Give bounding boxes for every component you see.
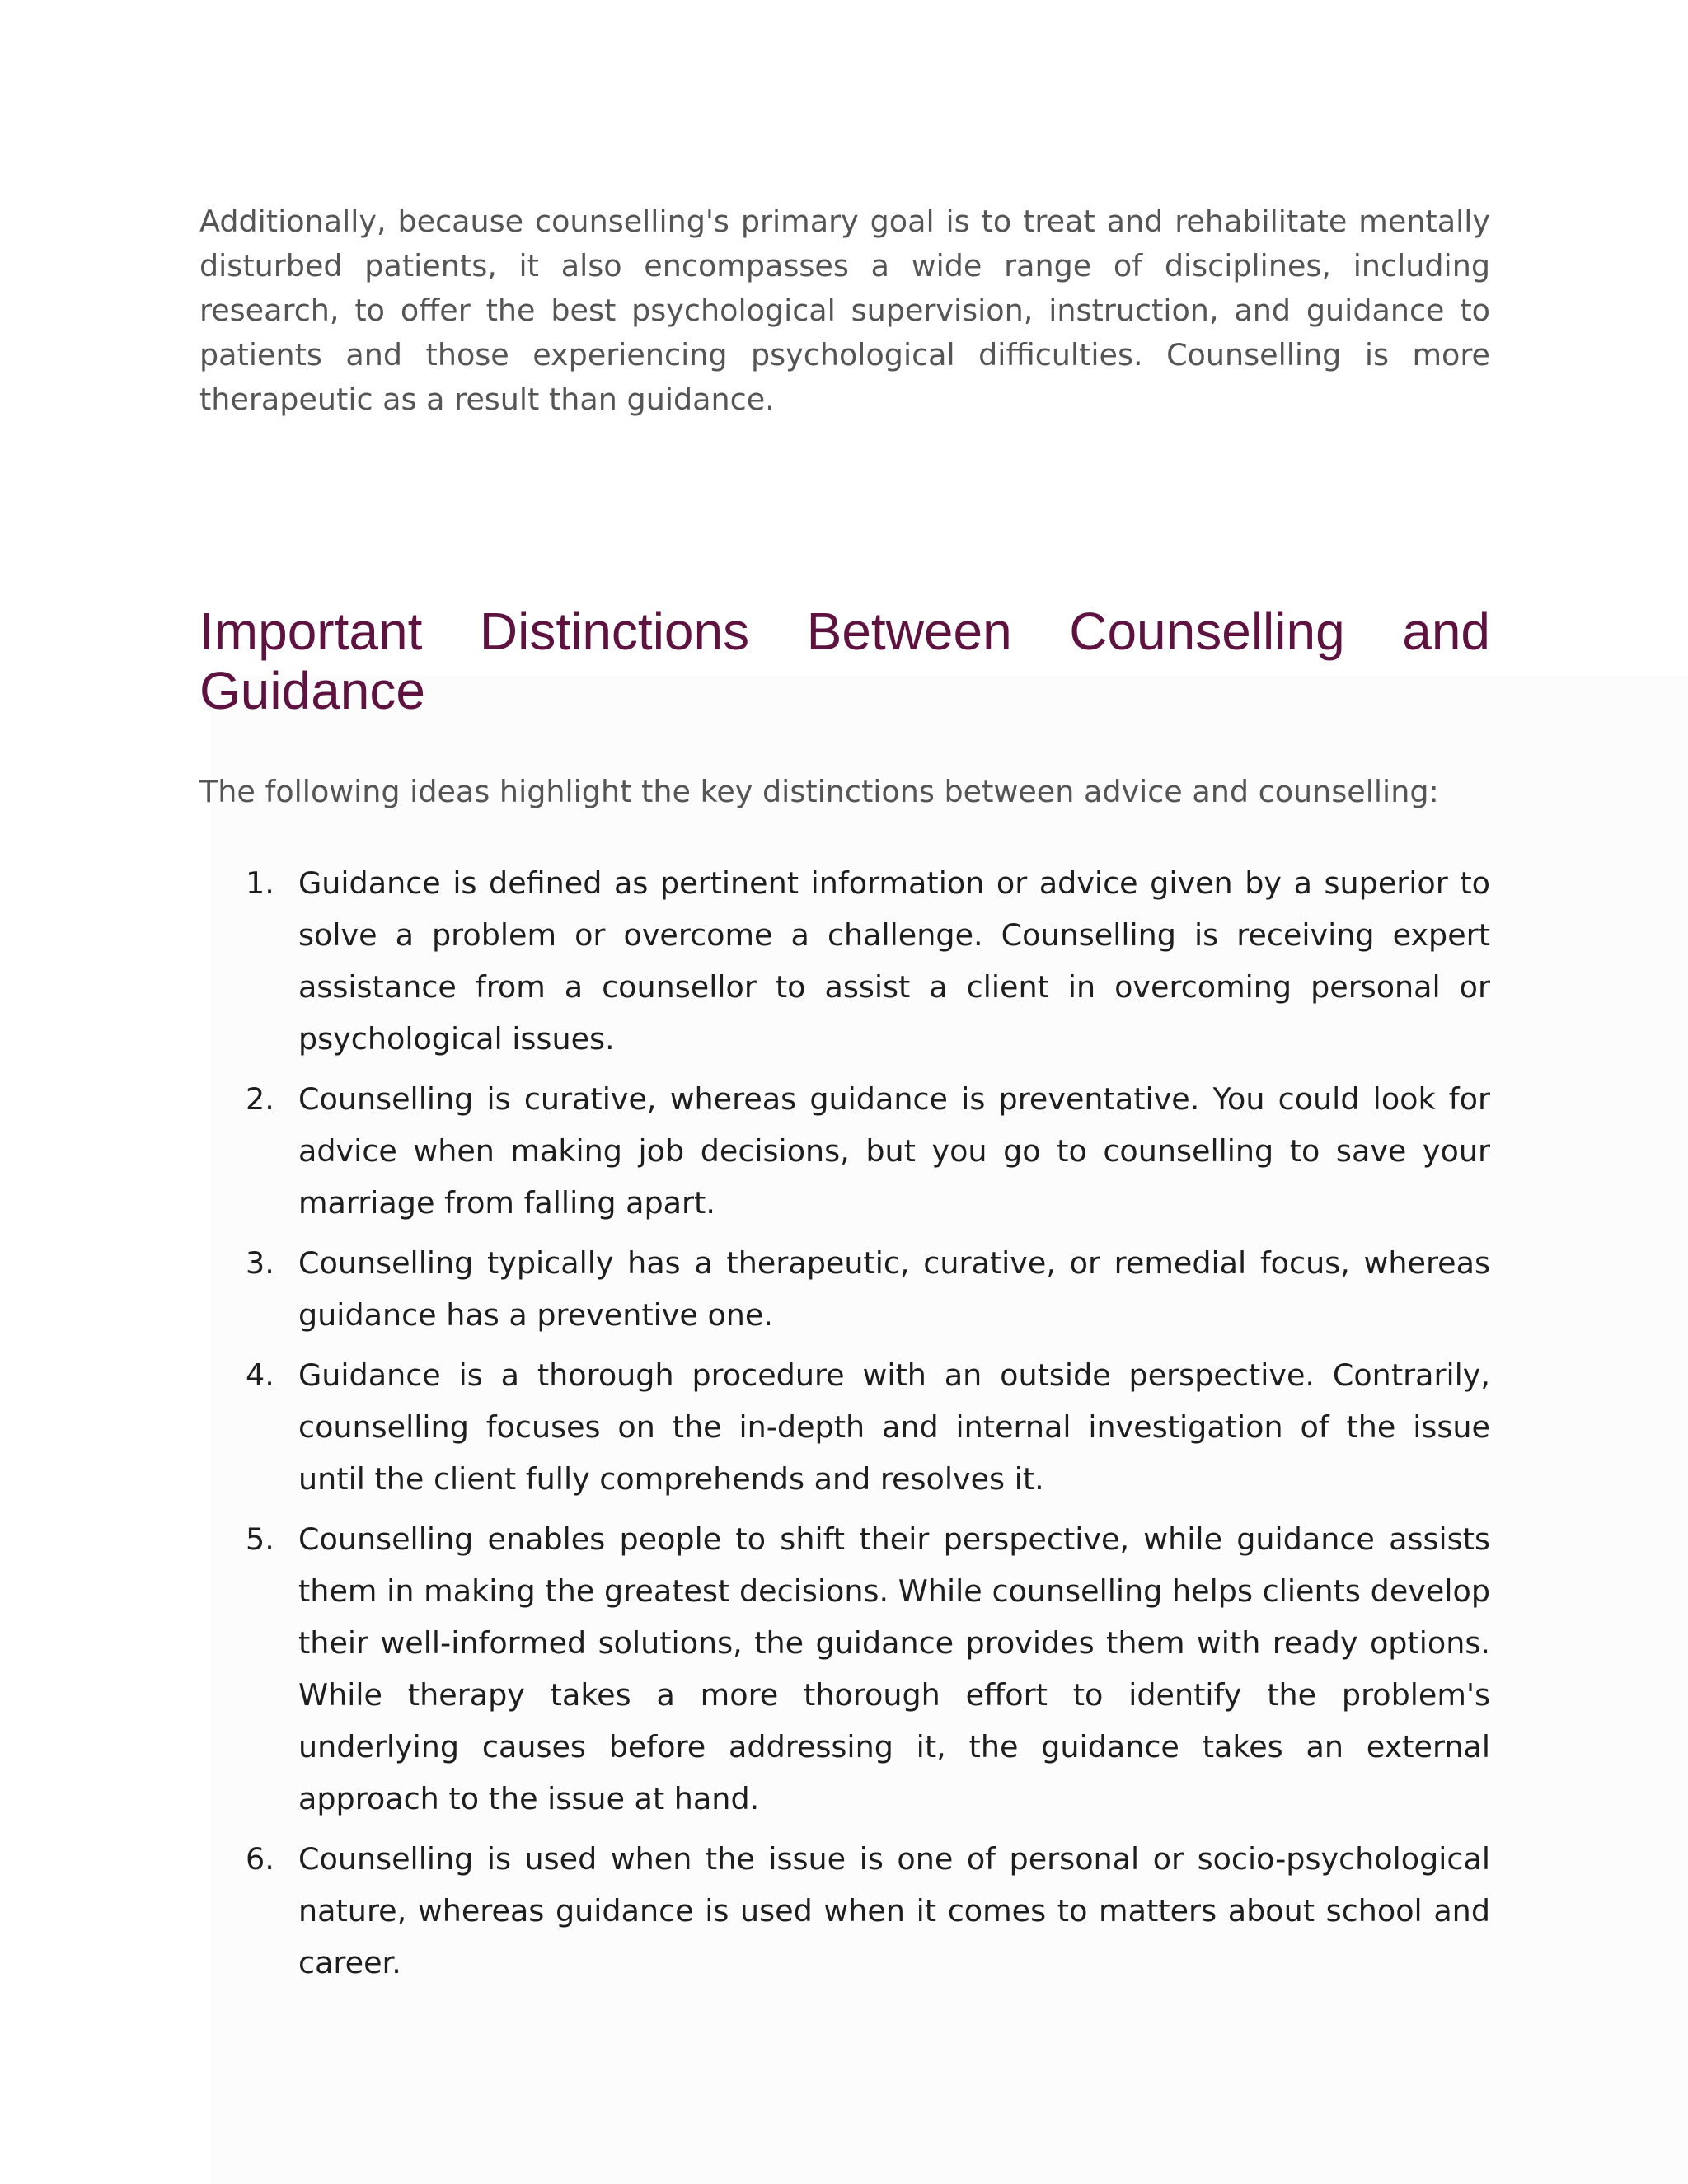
list-item-text: Counselling is curative, whereas guidance is preventative. You could look for advice when making job decisions, but you go to counselling to save your marriage from falling apart. [298, 1081, 1490, 1221]
list-item [199, 1349, 1490, 1505]
list-item [199, 857, 1490, 1065]
list-item-number: 3. [246, 1245, 274, 1281]
list-item [199, 1833, 1490, 1989]
list-item [199, 1073, 1490, 1229]
section-heading: Important Distinctions Between Counselling and Guidance [199, 602, 1490, 720]
list-item-text: Counselling is used when the issue is one of personal or socio-psychological nature, whereas guidance is used when it comes to matters about school and career. [298, 1841, 1490, 1980]
intro-paragraph: Additionally, because counselling's primary goal is to treat and rehabilitate mentally disturbed patients, it also encompasses a wide range of disciplines, including research, to offer the best psychological supervision, instruction, and guidance to patients and those experiencing psychological difficulties. Counselling is more therapeutic as a result than guidance. [199, 204, 1490, 417]
lead-sentence: The following ideas highlight the key distinctions between advice and counselling: [199, 774, 1439, 809]
list-item-text: Guidance is a thorough procedure with an outside perspective. Contrarily, counselling focuses on the in-depth and internal investigation of the issue until the client fully comprehends and resolves it. [298, 1357, 1490, 1497]
list-item-number: 1. [246, 865, 274, 901]
list-item-text: Counselling enables people to shift their perspective, while guidance assists them in making the greatest decisions. While counselling helps clients develop their well-informed solutions, the guidance provides them with ready options. While therapy takes a more thorough effort to identify the problem's underlying causes before addressing it, the guidance takes an external approach to the issue at hand. [298, 1521, 1490, 1816]
list-item [199, 1237, 1490, 1341]
list-item-number: 5. [246, 1521, 274, 1557]
list-item-number: 6. [246, 1841, 274, 1877]
list-item-number: 4. [246, 1357, 274, 1393]
distinctions-list [199, 857, 1490, 1997]
list-item-number: 2. [246, 1081, 274, 1117]
list-item [199, 1513, 1490, 1825]
list-item-text: Counselling typically has a therapeutic, curative, or remedial focus, whereas guidance has a preventive one. [298, 1245, 1490, 1333]
list-item-text: Guidance is defined as pertinent information or advice given by a superior to solve a problem or overcome a challenge. Counselling is receiving expert assistance from a counsellor to assist a client in overcoming personal or psychological issues. [298, 865, 1490, 1057]
